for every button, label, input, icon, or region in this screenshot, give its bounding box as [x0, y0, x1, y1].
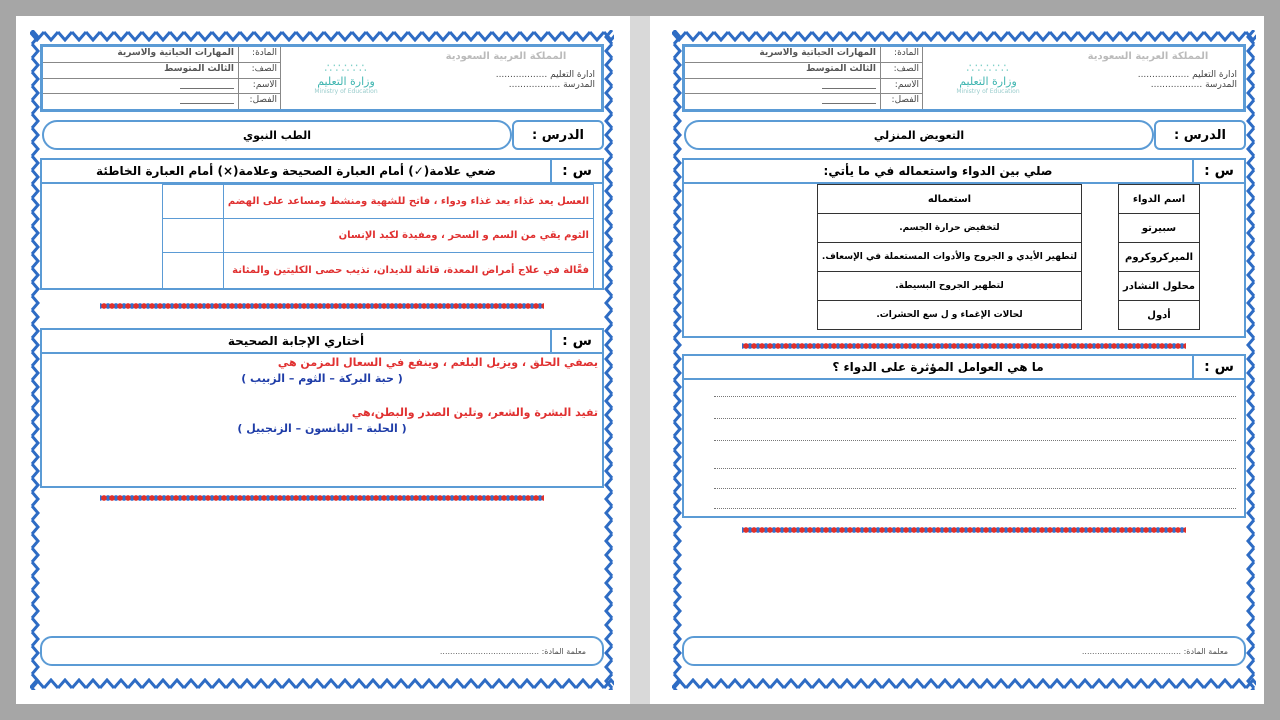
class-field: ____________	[180, 95, 234, 106]
student-info-grid	[43, 47, 281, 109]
student-info-grid	[685, 47, 923, 109]
question-label: س :	[550, 160, 602, 182]
bead-divider-1	[742, 342, 1186, 350]
answer-box-3[interactable]	[162, 253, 223, 289]
class-label: الفصل:	[880, 94, 922, 109]
kingdom-title: المملكة العربية السعودية	[445, 51, 567, 62]
grade-label: الصف:	[880, 63, 922, 78]
worksheet-right	[672, 30, 1256, 690]
zigzag-border-top	[30, 30, 614, 42]
answer-box-2[interactable]	[162, 219, 223, 253]
teacher-signature: معلمة المادة: .......................................	[682, 636, 1246, 666]
page-divider	[630, 16, 650, 704]
worksheet-left	[30, 30, 614, 690]
school-label: المدرسة	[563, 80, 595, 90]
teacher-signature: معلمة المادة: .......................................	[40, 636, 604, 666]
use-header: استعماله	[817, 185, 1081, 214]
school-info	[1053, 47, 1243, 109]
class-label: الفصل:	[238, 94, 280, 109]
bead-divider-2	[742, 526, 1186, 534]
question-text: أختاري الإجابة الصحيحة	[227, 334, 365, 348]
ministry-logo-icon: ∴∵∴∵∴	[324, 61, 368, 75]
subject-value: المهارات الحياتية والاسرية	[117, 48, 234, 58]
question-text: ما هي العوامل المؤثرة على الدواء ؟	[832, 360, 1044, 374]
mc-options-1: ( حبة البركة – الثوم – الزبيب )	[241, 372, 403, 385]
true-false-table	[162, 184, 594, 289]
statement-1: العسل يعد غذاء يعد غذاء ودواء ، فاتح للشهية ومنشط ومساعد على الهضم	[223, 185, 593, 219]
ministry-logo	[281, 47, 411, 109]
worksheet-header	[682, 44, 1246, 112]
gap-cell	[1082, 185, 1119, 214]
drug-1[interactable]: سبيرتو	[1119, 214, 1200, 243]
use-2[interactable]: لتطهير الأيدي و الجروح والأدوات المستعملة في الإسعاف.	[817, 243, 1081, 272]
admin-blank: ..................	[495, 70, 548, 80]
answer-line[interactable]	[714, 396, 1236, 397]
statement-2: الثوم يقي من السم و السحر ، ومفيدة لكبد الإنسان	[223, 219, 593, 253]
zigzag-border-top	[672, 30, 1256, 42]
zigzag-border-left	[672, 30, 682, 690]
question-multiple-choice	[40, 328, 604, 488]
lesson-row	[682, 120, 1246, 152]
kingdom-title: المملكة العربية السعودية	[1087, 51, 1209, 62]
drug-4[interactable]: أدول	[1119, 301, 1200, 330]
question-true-false	[40, 158, 604, 290]
matching-table	[817, 184, 1200, 330]
school-blank: ..................	[508, 80, 561, 90]
admin-label: ادارة التعليم	[550, 70, 595, 80]
drug-3[interactable]: محلول النشادر	[1119, 272, 1200, 301]
question-text: ضعي علامة(✓) أمام العبارة الصحيحة وعلامة(×) أمام العبارة الخاطئة	[96, 164, 496, 178]
bead-divider-2	[100, 494, 544, 502]
gap-cell	[1082, 272, 1119, 301]
gap-cell	[1082, 214, 1119, 243]
grade-label: الصف:	[238, 63, 280, 78]
ministry-name-en: Ministry of Education	[956, 88, 1020, 95]
zigzag-border-right	[1246, 30, 1256, 690]
lesson-label: الدرس :	[1154, 120, 1246, 150]
use-1[interactable]: لتخفيض حرارة الجسم.	[817, 214, 1081, 243]
ministry-name: وزارة التعليم	[317, 75, 375, 88]
ministry-name: وزارة التعليم	[959, 75, 1017, 88]
drug-2[interactable]: الميركروكروم	[1119, 243, 1200, 272]
gap-cell	[1082, 243, 1119, 272]
drug-header: اسم الدواء	[1119, 185, 1200, 214]
school-blank: ..................	[1150, 80, 1203, 90]
zigzag-border-right	[604, 30, 614, 690]
grade-value: الثالث المتوسط	[164, 63, 234, 74]
lesson-title: التعويض المنزلي	[684, 120, 1154, 150]
use-3[interactable]: لتطهير الجروح البسيطة.	[817, 272, 1081, 301]
question-text: صلي بين الدواء واستعماله في ما يأتي:	[823, 164, 1053, 178]
answer-line[interactable]	[714, 440, 1236, 441]
mc-options-2: ( الحلبة – اليانسون – الزنجبيل )	[237, 422, 407, 435]
bead-divider-1	[100, 302, 544, 310]
zigzag-border-bottom	[672, 678, 1256, 690]
question-open	[682, 354, 1246, 518]
name-field: ____________	[822, 79, 876, 90]
question-label: س :	[1192, 160, 1244, 182]
statement-3: فعَّالة في علاج أمراض المعدة، قاتلة للديدان، تذيب حصى الكليتين والمثانة	[223, 253, 593, 289]
zigzag-border-left	[30, 30, 40, 690]
lesson-row	[40, 120, 604, 152]
lesson-title: الطب النبوي	[42, 120, 512, 150]
mc-question-1: يصفي الحلق ، ويزيل البلغم ، وينفع في السعال المزمن هي	[277, 356, 598, 369]
class-field: ____________	[822, 95, 876, 106]
ministry-logo	[923, 47, 1053, 109]
use-4[interactable]: لحالات الإغماء و ل سع الحشرات.	[817, 301, 1081, 330]
question-label: س :	[1192, 356, 1244, 378]
zigzag-border-bottom	[30, 678, 614, 690]
admin-label: ادارة التعليم	[1192, 70, 1237, 80]
answer-line[interactable]	[714, 418, 1236, 419]
mc-question-2: تفيد البشرة والشعر، وتلين الصدر والبطن،هي	[351, 406, 598, 419]
ministry-logo-icon: ∴∵∴∵∴	[966, 61, 1010, 75]
admin-blank: ..................	[1137, 70, 1190, 80]
grade-value: الثالث المتوسط	[806, 63, 876, 74]
answer-line[interactable]	[714, 508, 1236, 509]
answer-line[interactable]	[714, 488, 1236, 489]
answer-box-1[interactable]	[162, 185, 223, 219]
name-label: الاسم:	[238, 79, 280, 94]
subject-label: المادة:	[238, 47, 280, 62]
name-label: الاسم:	[880, 79, 922, 94]
worksheet-header	[40, 44, 604, 112]
question-label: س :	[550, 330, 602, 352]
question-matching	[682, 158, 1246, 338]
subject-label: المادة:	[880, 47, 922, 62]
school-label: المدرسة	[1205, 80, 1237, 90]
subject-value: المهارات الحياتية والاسرية	[759, 48, 876, 58]
gap-cell	[1082, 301, 1119, 330]
lesson-label: الدرس :	[512, 120, 604, 150]
school-info	[411, 47, 601, 109]
answer-line[interactable]	[714, 468, 1236, 469]
name-field: ____________	[180, 79, 234, 90]
ministry-name-en: Ministry of Education	[314, 88, 378, 95]
